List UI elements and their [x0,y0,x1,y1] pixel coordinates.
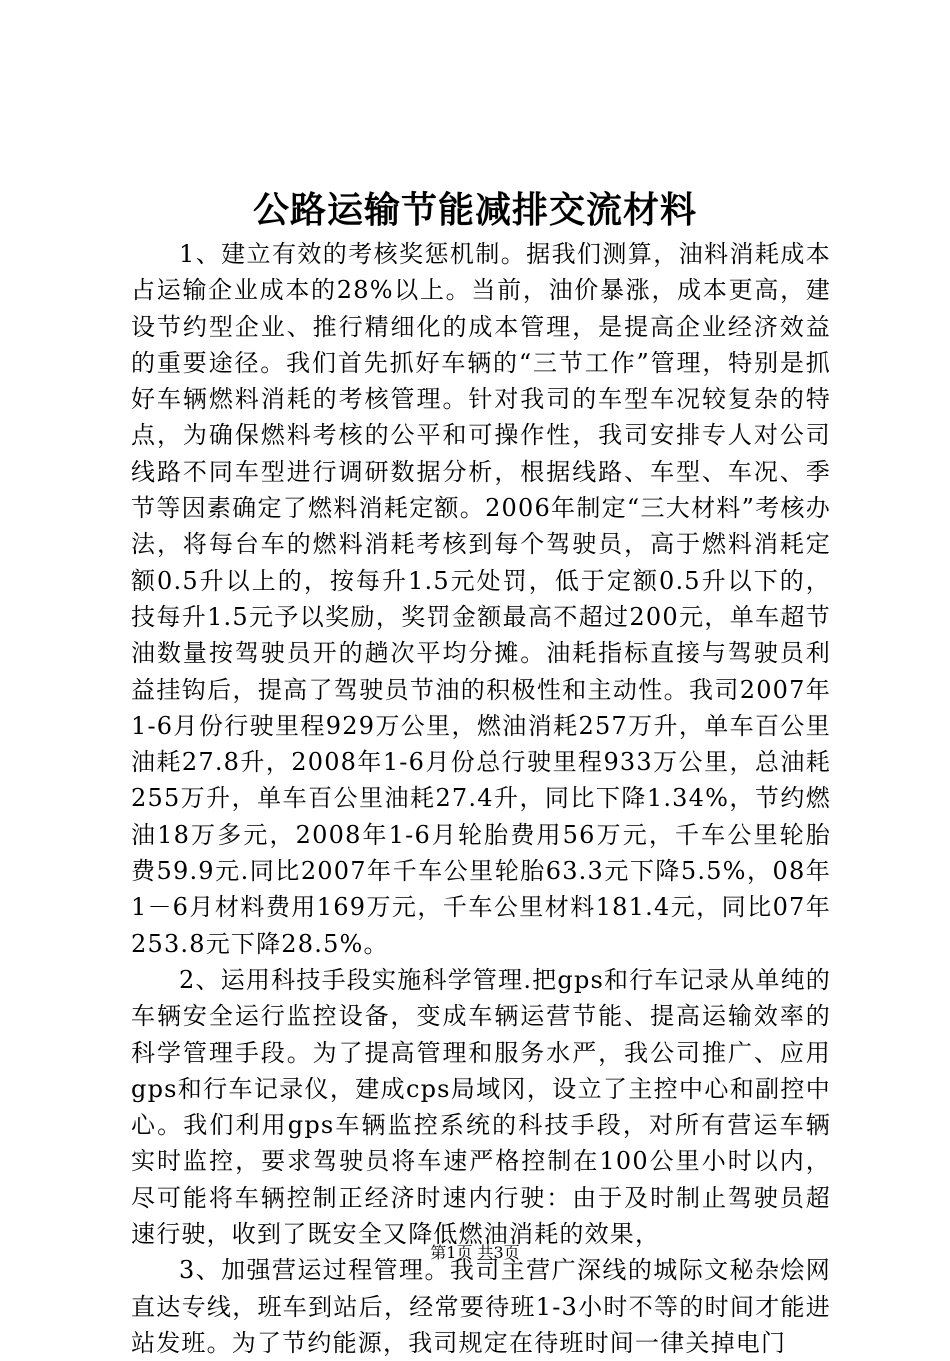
paragraph-2: 2、运用科技手段实施科学管理.把gps和行车记录从单纯的车辆安全运行监控设备，变成车辆运营节能、提高运输效率的科学管理手段。为了提高管理和服务水严，我公司推广、应用gps和行车记录仪，建成cps局域冈，设立了主控中心和副控中心。我们利用gps车辆监控系统的科技手段，对所有营运车辆实时监控，要求驾驶员将车速严格控制在100公里小时以内，尽可能将车辆控制正经济时速内行驶：由于及时制止驾驶员超速行驶，收到了既安全又降低燃油消耗的效果， [131,965,831,1249]
document-body [131,236,831,1361]
paragraph-1: 1、建立有效的考核奖惩机制。据我们测算，油料消耗成本占运输企业成本的28%以上。当前，油价暴涨，成本更高，建设节约型企业、推行精细化的成本管理，是提高企业经济效益的重要途径。我们首先抓好车辆的“三节工作”管理，特别是抓好车辆燃料消耗的考核管理。针对我司的车型车况较复杂的特点，为确保燃料考核的公平和可操作性，我司安排专人对公司线路不同车型进行调研数据分析，根据线路、车型、车况、季节等因素确定了燃料消耗定额。2006年制定“三大材料”考核办法，将每台车的燃料消耗考核到每个驾驶员，高于燃料消耗定额0.5升以上的，按每升1.5元处罚，低于定额0.5升以下的，技每升1.5元予以奖励，奖罚金额最高不超过200元，单车超节油数量按驾驶员开的趟次平均分摊。油耗指标直接与驾驶员利益挂钩后，提高了驾驶员节油的积极性和主动性。我司2007年1-6月份行驶里程929万公里，燃油消耗257万升，单车百公里油耗27.8升，2008年1-6月份总行驶里程933万公里，总油耗255万升，单车百公里油耗27.4升，同比下降1.34%，节约燃油18万多元，2008年1-6月轮胎费用56万元，千车公里轮胎费59.9元.同比2007年千车公里轮胎63.3元下降5.5%，08年1－6月材料费用169万元，千车公里材料181.4元，同比07年253.8元下降28.5%。 [131,240,831,958]
page-number-footer: 第1页 共3页 [430,1243,520,1262]
paragraph-3: 3、加强营运过程管理。我司主营广深线的城际文秘杂烩网直达专线，班车到站后，经常要待班1-3小时不等的时间才能进站发班。为了节约能源，我司规定在待班时间一律关掉电门 [131,1256,831,1357]
document-title: 公路运输节能减排交流材料 [252,189,697,231]
